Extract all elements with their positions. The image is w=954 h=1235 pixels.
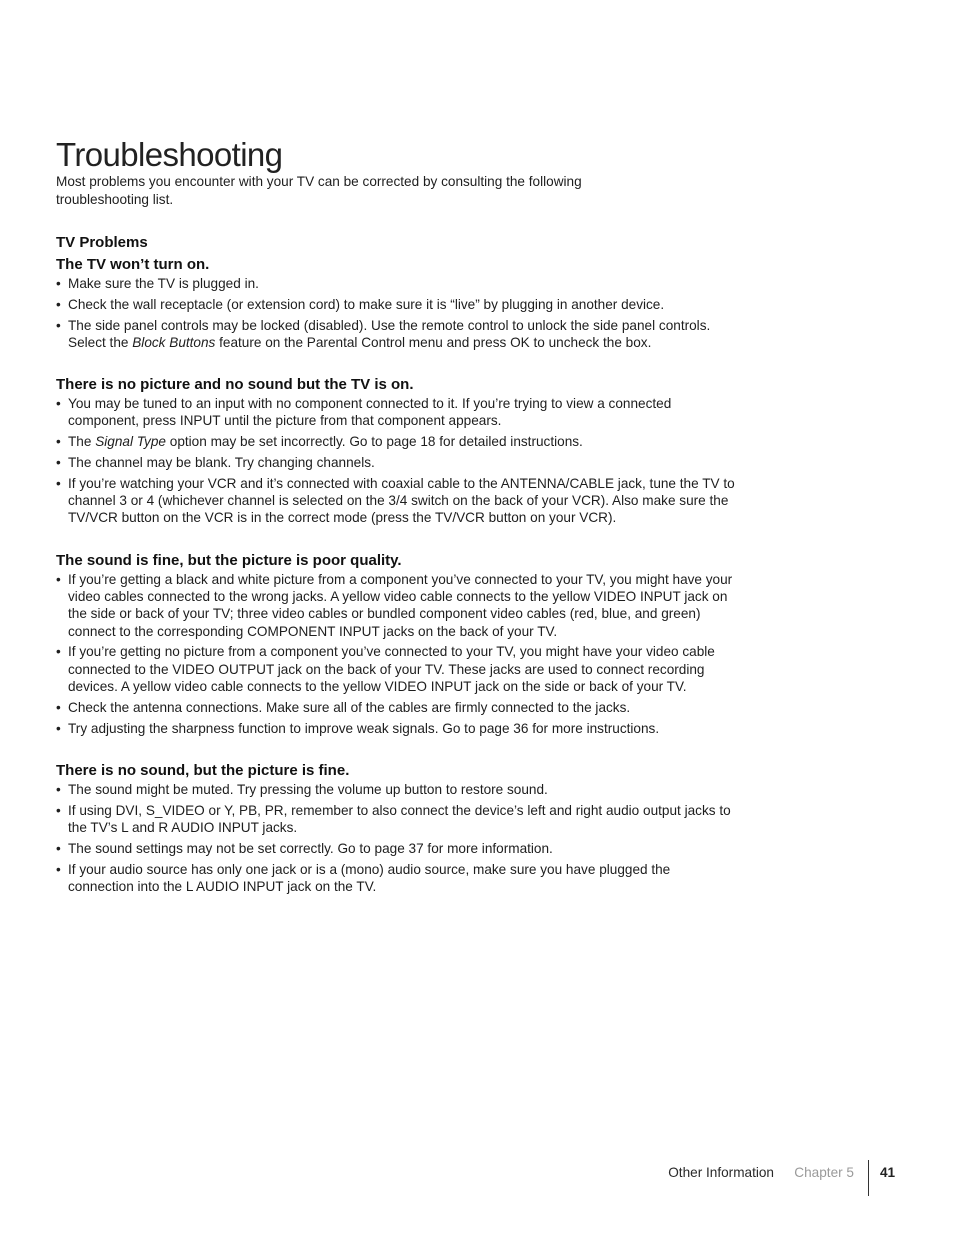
list-item	[56, 802, 736, 837]
text-segment: Check the wall receptacle (or extension cord) to make sure it is “live” by plugging in another device.	[68, 296, 665, 312]
text-segment: If using DVI, S_VIDEO or Y, PB, PR, remember to also connect the device’s left and right audio output jacks to the TV’s L and R AUDIO INPUT jacks.	[68, 802, 731, 836]
text-segment: The sound settings may not be set correctly. Go to page 37 for more information.	[68, 840, 553, 856]
bullet-list	[56, 395, 736, 527]
problem-block	[56, 376, 736, 527]
list-item	[56, 840, 736, 857]
text-segment: Check the antenna connections. Make sure all of the cables are firmly connected to the jacks.	[68, 699, 631, 715]
list-item	[56, 433, 736, 450]
text-segment: If you’re getting no picture from a component you’ve connected to your TV, you might have your video cable connected to the VIDEO OUTPUT jack on the back of your TV. These jacks are used to connect recording devices. A yellow video cable connects to the yellow VIDEO INPUT jack on the side or back of your TV.	[68, 644, 715, 695]
list-item	[56, 699, 736, 716]
text-segment: If you’re getting a black and white picture from a component you’ve connected to your TV, you might have your video cables connected to the wrong jacks. A yellow video cable connects to the yellow VIDEO INPUT jack on the side or back of your TV; three video cables or bundled component video cables (red, blue, and green) connect to the corresponding COMPONENT INPUT jacks on the back of your TV.	[68, 571, 733, 639]
list-item	[56, 571, 736, 640]
text-segment: The side panel controls may be locked (disabled). Use the remote control to unlock the side panel controls. Select the	[68, 317, 711, 350]
problem-list	[56, 256, 736, 895]
section-heading: TV Problems	[56, 234, 148, 251]
bullet-list	[56, 275, 736, 351]
text-segment: You may be tuned to an input with no component connected to it. If you’re trying to view a connected component, press INPUT until the picture from that component appears.	[68, 396, 672, 429]
bullet-list	[56, 781, 736, 895]
intro-paragraph: Most problems you encounter with your TV can be corrected by consulting the following troubleshooting list.	[56, 174, 582, 207]
page-title: Troubleshooting	[56, 136, 283, 173]
emphasized-text: Block Buttons	[132, 334, 216, 350]
list-item	[56, 643, 736, 695]
text-segment: Try adjusting the sharpness function to improve weak signals. Go to page 36 for more instructions.	[68, 720, 660, 736]
text-segment: feature on the Parental Control menu and press OK to uncheck the box.	[215, 334, 652, 350]
list-item	[56, 861, 736, 896]
footer-chapter: Chapter 5	[794, 1165, 854, 1180]
list-item	[56, 454, 736, 471]
problem-block	[56, 256, 736, 351]
page-number: 41	[880, 1165, 896, 1180]
list-item	[56, 395, 736, 430]
list-item	[56, 317, 736, 352]
footer-section-name: Other Information	[668, 1165, 774, 1180]
footer-divider	[868, 1160, 869, 1196]
list-item	[56, 475, 736, 527]
text-segment: If your audio source has only one jack or is a (mono) audio source, make sure you have plugged the connection into the L AUDIO INPUT jack on the TV.	[68, 861, 671, 894]
problem-block	[56, 552, 736, 737]
text-segment: If you’re watching your VCR and it’s connected with coaxial cable to the ANTENNA/CABLE jack, tune the TV to channel 3 or 4 (whichever channel is selected on the 3/4 switch on the back of your VCR). Also make sure the TV/VCR button on the VCR is in the correct mode (press the TV/VCR button on your VCR).	[68, 475, 735, 526]
problem-heading: There is no picture and no sound but the TV is on.	[56, 376, 414, 394]
problem-block	[56, 762, 736, 895]
text-segment: The sound might be muted. Try pressing the volume up button to restore sound.	[68, 781, 548, 797]
list-item	[56, 781, 736, 798]
emphasized-text: Signal Type	[95, 434, 166, 450]
page-footer	[0, 1160, 954, 1196]
list-item	[56, 275, 736, 292]
problem-heading: The sound is fine, but the picture is poor quality.	[56, 551, 402, 569]
list-item	[56, 296, 736, 313]
problem-heading: The TV won’t turn on.	[56, 256, 210, 273]
page-content	[56, 137, 736, 899]
text-segment: Make sure the TV is plugged in.	[68, 276, 259, 291]
list-item	[56, 720, 736, 737]
problem-heading: There is no sound, but the picture is fine.	[56, 761, 350, 779]
text-segment: option may be set incorrectly. Go to page 18 for detailed instructions.	[165, 434, 583, 450]
text-segment: The channel may be blank. Try changing channels.	[68, 455, 375, 471]
text-segment: The	[68, 434, 96, 450]
bullet-list	[56, 571, 736, 737]
